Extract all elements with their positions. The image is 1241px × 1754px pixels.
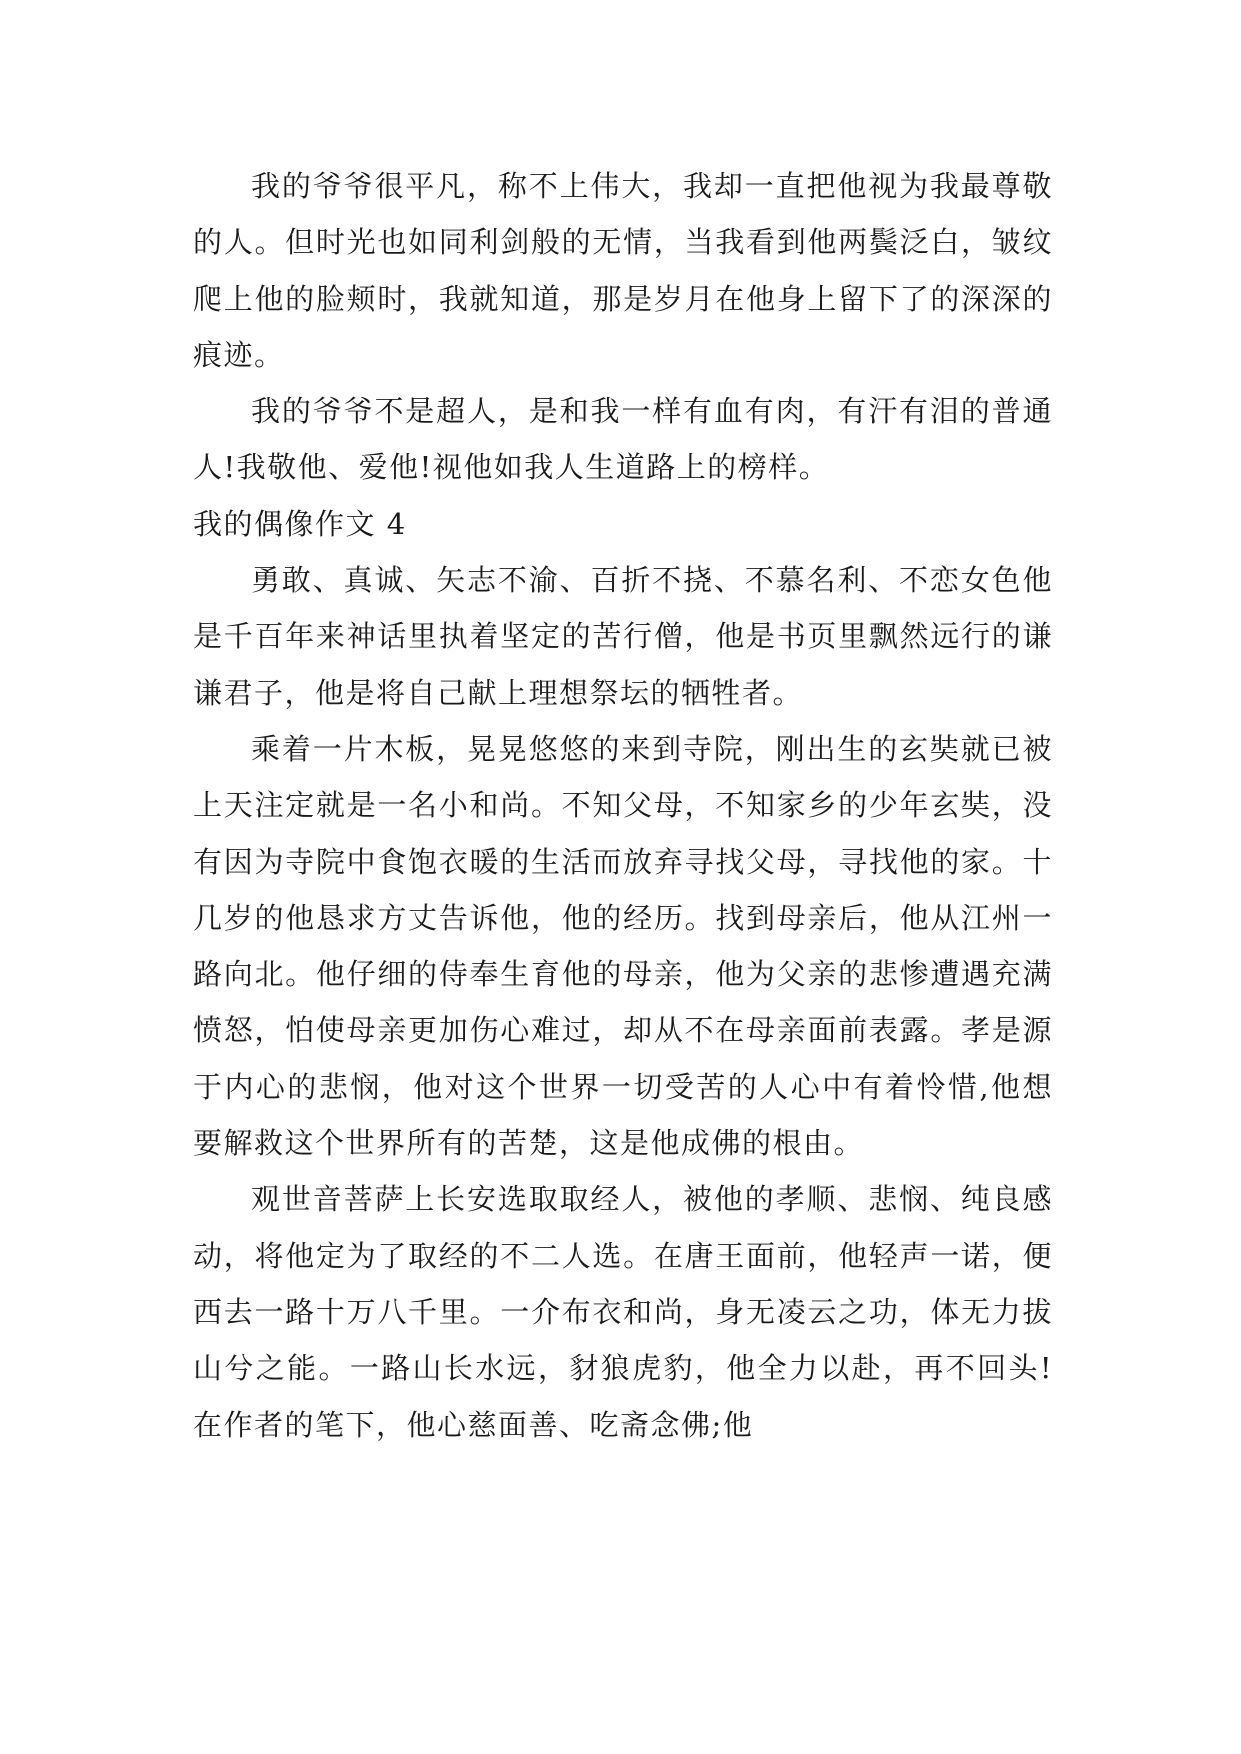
paragraph-grandfather-role-model: 我的爷爷不是超人，是和我一样有血有肉，有汗有泪的普通人!我敬他、爱他!视他如我人生道路上的榜样。 — [193, 394, 1053, 485]
paragraph-grandfather-ordinary: 我的爷爷很平凡，称不上伟大，我却一直把他视为我最尊敬的人。但时光也如同利剑般的无情，当我看到他两鬓泛白，皱纹爬上他的脸颊时，我就知道，那是岁月在他身上留下了的深深的痕迹。 — [193, 169, 1053, 372]
paragraph-virtues: 勇敢、真诚、矢志不渝、百折不挠、不慕名利、不恋女色他是千百年来神话里执着坚定的苦行僧，他是书页里飘然远行的谦谦君子，他是将自己献上理想祭坛的牺牲者。 — [193, 563, 1053, 710]
essay-heading: 我的偶像作文 4 — [193, 506, 407, 541]
paragraph-xuanzang-origin: 乘着一片木板，晃晃悠悠的来到寺院，刚出生的玄奘就已被上天注定就是一名小和尚。不知父母，不知家乡的少年玄奘，没有因为寺院中食饱衣暖的生活而放弃寻找父母，寻找他的家。十几岁的他恳求方丈告诉他，他的经历。找到母亲后，他从江州一路向北。他仔细的侍奉生育他的母亲，他为父亲的悲惨遭遇充满愤怒，怕使母亲更加伤心难过，却从不在母亲面前表露。孝是源于内心的悲悯，他对这个世界一切受苦的人心中有着怜惜,他想要解救这个世界所有的苦楚，这是他成佛的根由。 — [193, 731, 1053, 1161]
document-page — [193, 158, 1053, 1453]
paragraph-journey-west: 观世音菩萨上长安选取取经人，被他的孝顺、悲悯、纯良感动，将他定为了取经的不二人选。在唐王面前，他轻声一诺，便西去一路十万八千里。一介布衣和尚，身无凌云之功，体无力拔山兮之能。一路山长水远，豺狼虎豹，他全力以赴，再不回头!在作者的笔下，他心慈面善、吃斋念佛;他 — [193, 1182, 1053, 1442]
